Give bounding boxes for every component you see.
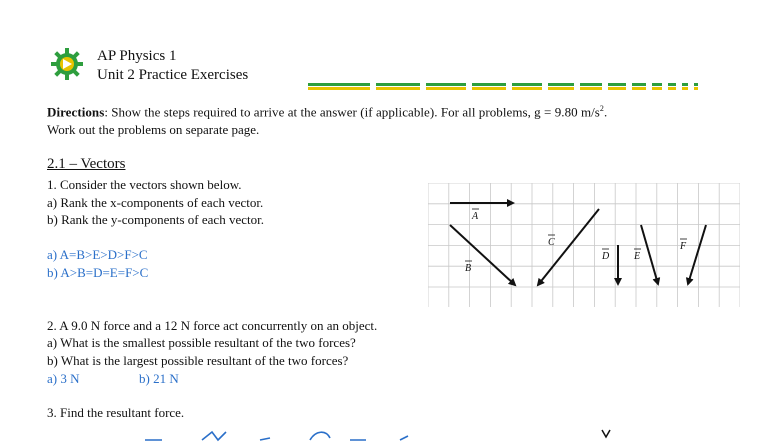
grid-lines (428, 183, 740, 307)
vector-f-arrow (688, 225, 706, 284)
unit-title: Unit 2 Practice Exercises (97, 67, 249, 83)
vector-e-arrow (641, 225, 658, 284)
q1-answer-a: a) A=B>E>D>F>C (47, 247, 148, 262)
section-title: 2.1 – Vectors (47, 156, 126, 172)
directions-line1: Directions: Show the steps required to arrive at the answer (if applicable). For all problems, g = 9.80 $m/s^2$. (47, 104, 608, 120)
vector-f-label: F (680, 241, 687, 252)
gear-logo-icon (50, 47, 84, 81)
q1-part-a: a) Rank the x-components of each vector. (47, 195, 264, 210)
directions-label: Directions (47, 104, 105, 120)
course-title: AP Physics 1 (97, 48, 177, 64)
q1-part-b: b) Rank the y-components of each vector. (47, 212, 264, 227)
q2-answer-a: a) 3 N (47, 371, 80, 386)
vector-e-label: E (634, 251, 641, 262)
header-stripe (308, 83, 748, 91)
vector-b-arrow (450, 225, 515, 285)
vector-c-label: C (548, 237, 555, 248)
q2-answer-b: b) 21 N (139, 371, 179, 386)
q2-part-b: b) What is the largest possible resultant of the two forces? (47, 353, 349, 368)
q3-prompt: 3. Find the resultant force. (47, 405, 185, 420)
vector-grid-diagram (428, 183, 740, 307)
handwritten-marks (140, 428, 450, 442)
vector-a-label: A (472, 211, 479, 222)
vector-d-label: D (602, 251, 610, 262)
q2-prompt: 2. A 9.0 N force and a 12 N force act concurrently on an object. (47, 318, 378, 333)
q1-prompt: 1. Consider the vectors shown below. (47, 177, 242, 192)
q1-answer-b: b) A>B=D=E=F>C (47, 265, 149, 280)
vector-b-label: B (465, 263, 472, 274)
q2-part-a: a) What is the smallest possible resultant of the two forces? (47, 335, 356, 350)
directions-line2: Work out the problems on separate page. (47, 122, 260, 137)
chevron-down-icon (600, 428, 612, 440)
